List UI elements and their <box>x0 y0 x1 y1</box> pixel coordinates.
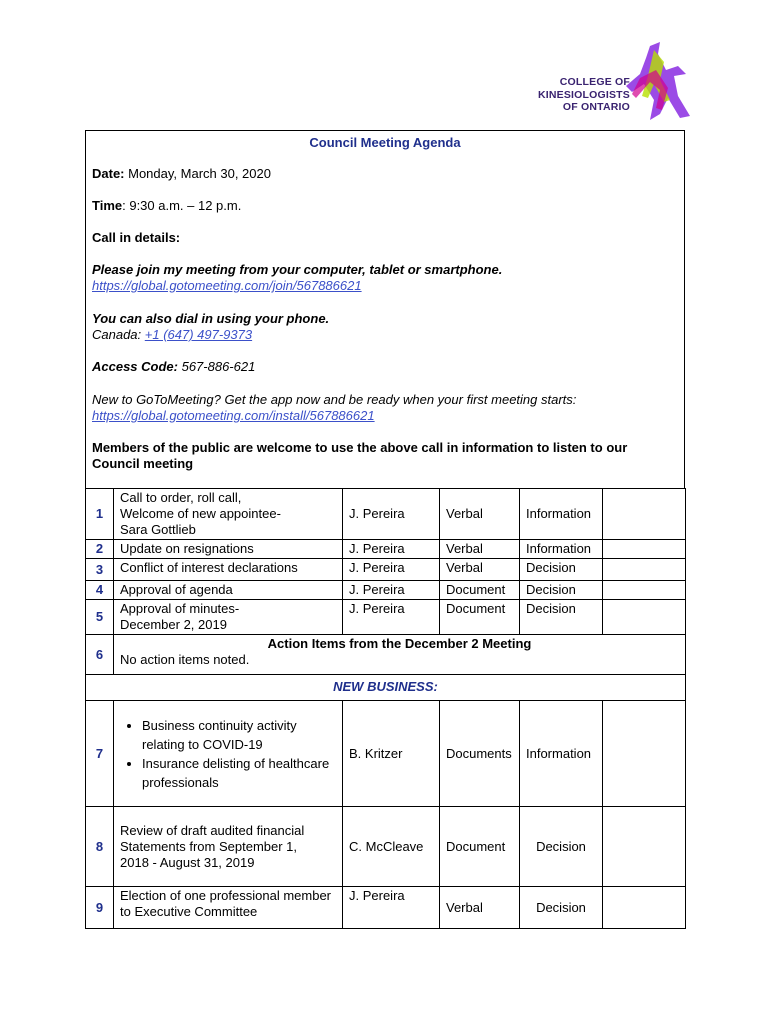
item-number: 4 <box>86 581 114 600</box>
call-in-label: Call in details: <box>92 230 181 245</box>
bullet-list <box>120 716 336 792</box>
table-row <box>86 675 686 701</box>
logo-text: COLLEGE OF KINESIOLOGISTS OF ONTARIO <box>537 76 630 113</box>
date-line: Date: Monday, March 30, 2020 <box>92 166 271 181</box>
item-description: Update on resignations <box>114 540 343 559</box>
table-row <box>86 489 686 540</box>
item-purpose: Information <box>520 489 603 540</box>
empty-cell <box>603 540 686 559</box>
action-items-heading: Action Items from the December 2 Meeting <box>267 636 532 651</box>
table-row <box>86 807 686 887</box>
public-notice: Members of the public are welcome to use the above call in information to listen to our Council meeting <box>92 440 628 471</box>
dial-instructions: You can also dial in using your phone. <box>92 311 330 326</box>
item-type: Verbal <box>440 489 520 540</box>
item-presenter: C. McCleave <box>343 807 440 887</box>
item-description <box>114 701 343 807</box>
item-type: Document <box>440 600 520 635</box>
access-code-line: Access Code: 567-886-621 <box>92 359 256 374</box>
kinesiologist-figure-icon <box>620 40 695 122</box>
item-number: 6 <box>86 635 114 675</box>
canada-phone-line: Canada: +1 (647) 497-9373 <box>92 327 253 342</box>
agenda-table <box>85 488 686 929</box>
table-row <box>86 887 686 929</box>
item-description: Call to order, roll call, Welcome of new appointee- Sara Gottlieb <box>114 489 343 540</box>
action-items-text: No action items noted. <box>120 652 250 667</box>
item-presenter: J. Pereira <box>343 489 440 540</box>
item-type: Verbal <box>440 559 520 581</box>
item-number: 8 <box>86 807 114 887</box>
item-number: 1 <box>86 489 114 540</box>
table-row <box>86 701 686 807</box>
table-row <box>86 635 686 675</box>
action-items-cell <box>114 635 686 675</box>
join-link-line <box>92 278 678 294</box>
table-row <box>86 559 686 581</box>
item-type: Verbal <box>440 540 520 559</box>
item-purpose: Information <box>520 540 603 559</box>
item-type: Document <box>440 807 520 887</box>
join-meeting-link[interactable]: https://global.gotomeeting.com/join/567886621 <box>92 278 362 293</box>
item-purpose: Decision <box>520 887 603 929</box>
item-presenter: B. Kritzer <box>343 701 440 807</box>
item-type: Verbal <box>440 887 520 929</box>
item-purpose: Decision <box>520 600 603 635</box>
item-number: 5 <box>86 600 114 635</box>
item-purpose: Decision <box>520 581 603 600</box>
new-to-gotomeeting-text: New to GoToMeeting? Get the app now and be ready when your first meeting starts: <box>92 392 577 407</box>
table-row <box>86 581 686 600</box>
empty-cell <box>603 807 686 887</box>
item-presenter: J. Pereira <box>343 887 440 929</box>
item-type: Documents <box>440 701 520 807</box>
table-row <box>86 600 686 635</box>
time-line: Time: 9:30 a.m. – 12 p.m. <box>92 198 242 213</box>
item-purpose: Information <box>520 701 603 807</box>
join-instructions: Please join my meeting from your computer, tablet or smartphone. <box>92 262 503 277</box>
item-presenter: J. Pereira <box>343 581 440 600</box>
table-row <box>86 540 686 559</box>
new-business-heading: NEW BUSINESS: <box>86 675 686 701</box>
list-item: • Insurance delisting of healthcare professionals <box>142 754 336 792</box>
item-purpose: Decision <box>520 559 603 581</box>
install-link[interactable]: https://global.gotomeeting.com/install/567886621 <box>92 408 375 423</box>
canada-phone-link[interactable]: +1 (647) 497-9373 <box>144 327 253 342</box>
item-description: Election of one professional member to Executive Committee <box>114 887 343 929</box>
item-number: 3 <box>86 559 114 581</box>
page-title: Council Meeting Agenda <box>309 135 461 150</box>
install-link-line <box>92 408 678 424</box>
item-description: Approval of minutes- December 2, 2019 <box>114 600 343 635</box>
item-presenter: J. Pereira <box>343 540 440 559</box>
empty-cell <box>603 489 686 540</box>
list-item: • Business continuity activity relating to COVID-19 <box>142 716 336 754</box>
item-presenter: J. Pereira <box>343 559 440 581</box>
item-number: 2 <box>86 540 114 559</box>
empty-cell <box>603 887 686 929</box>
empty-cell <box>603 701 686 807</box>
item-type: Document <box>440 581 520 600</box>
item-number: 7 <box>86 701 114 807</box>
item-description: Review of draft audited financial Statements from September 1, 2018 - August 31, 2019 <box>114 807 343 887</box>
empty-cell <box>603 559 686 581</box>
item-number: 9 <box>86 887 114 929</box>
item-description: Conflict of interest declarations <box>114 559 343 581</box>
empty-cell <box>603 600 686 635</box>
meeting-details-box <box>85 130 685 488</box>
empty-cell <box>603 581 686 600</box>
item-purpose: Decision <box>520 807 603 887</box>
item-description: Approval of agenda <box>114 581 343 600</box>
item-presenter: J. Pereira <box>343 600 440 635</box>
college-logo <box>520 40 695 122</box>
